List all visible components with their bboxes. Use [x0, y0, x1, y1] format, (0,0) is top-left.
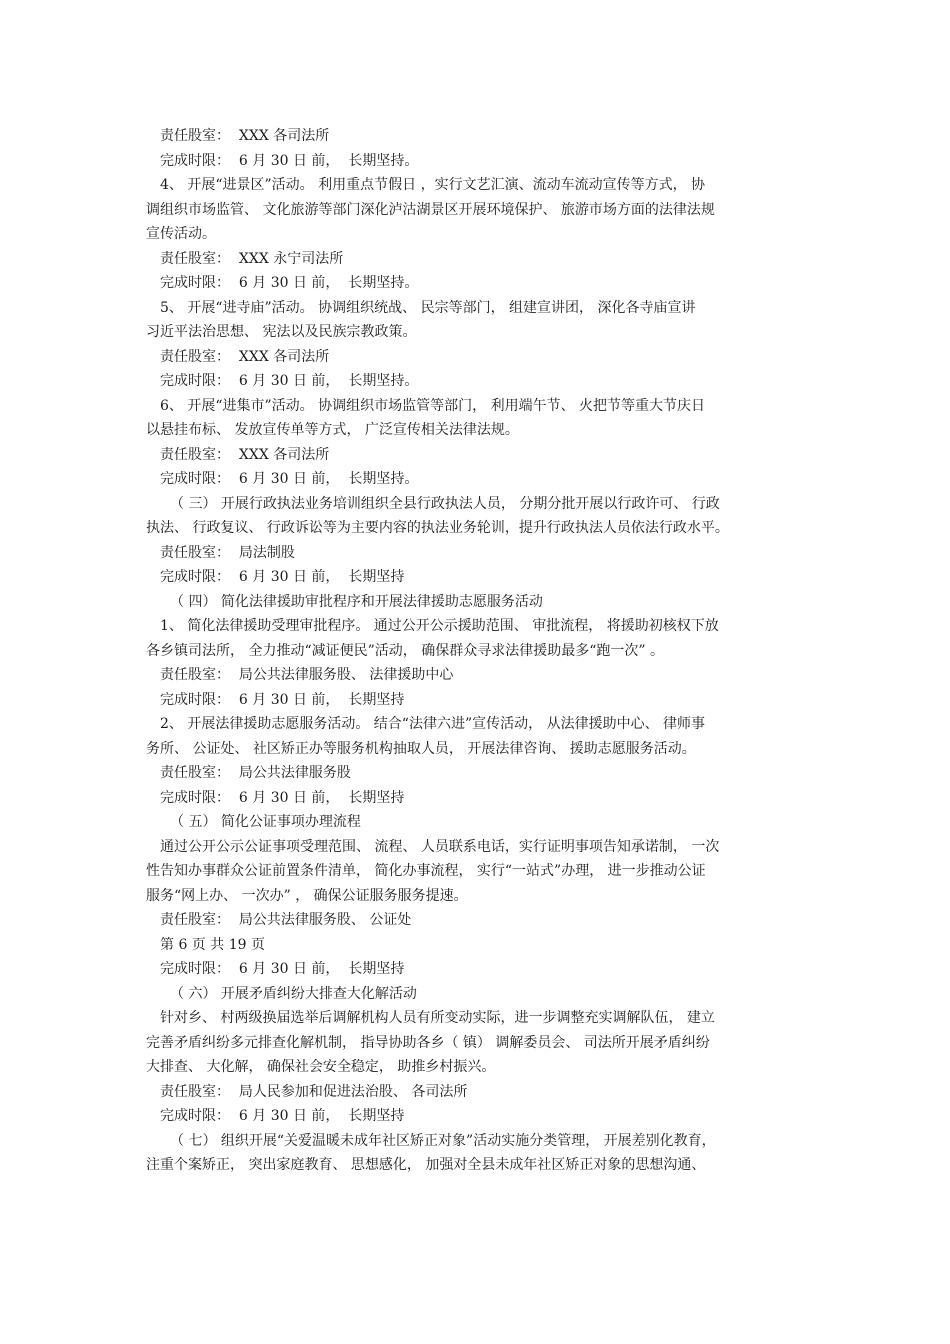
text-line: （ 四） 简化法律援助审批程序和开展法律援助志愿服务活动	[170, 593, 543, 610]
text-line: 责任股室： XXX 各司法所	[160, 128, 330, 144]
text-line: 大排查、 大化解， 确保社会安全稳定， 助推乡村振兴。	[146, 1059, 496, 1075]
text-line: 各乡镇司法所， 全力推动“减证便民”活动， 确保群众寻求法律援助最多“跑一次” 。	[146, 642, 664, 659]
text-line: 责任股室： 局公共法律服务股	[160, 765, 351, 781]
text-line: 完善矛盾纠纷多元排查化解机制， 指导协助各乡（ 镇） 调解委员会、 司法所开展矛盾纠纷	[146, 1034, 710, 1051]
text-line: 完成时限： 6 月 30 日 前， 长期坚持	[160, 789, 405, 806]
text-line: 完成时限： 6 月 30 日 前， 长期坚持。	[160, 275, 419, 291]
text-line: 注重个案矫正， 突出家庭教育、 思想感化， 加强对全县未成年社区矫正对象的思想沟通、	[146, 1157, 706, 1173]
text-line: 责任股室： 局公共法律服务股、 公证处	[160, 912, 412, 928]
text-line: 针对乡、 村两级换届选举后调解机构人员有所变动实际，进一步调整充实调解队伍， 建立	[160, 1010, 715, 1026]
text-line: 性告知办事群众公证前置条件清单， 简化办事流程， 实行“一站式”办理， 进一步推动公证	[146, 863, 706, 879]
text-line: 执法、 行政复议、 行政诉讼等为主要内容的执法业务轮训，提升行政执法人员依法行政水平。	[146, 520, 729, 536]
text-line: 责任股室： XXX 各司法所	[160, 348, 330, 365]
text-line: 责任股室： 局人民参加和促进法治股、 各司法所	[160, 1083, 468, 1100]
text-line: 责任股室： 局公共法律服务股、 法律援助中心	[160, 667, 454, 683]
text-line: 完成时限： 6 月 30 日 前， 长期坚持	[160, 961, 405, 977]
text-line: 完成时限： 6 月 30 日 前， 长期坚持。	[160, 152, 419, 169]
text-line: 6、 开展“进集市”活动。 协调组织市场监管等部门， 利用端午节、 火把节等重大节庆日	[160, 397, 706, 414]
document-body	[146, 124, 812, 1178]
text-line: 责任股室： XXX 各司法所	[160, 446, 330, 463]
text-line: 4、 开展“进景区”活动。 利用重点节假日 ，实行文艺汇演、流动车流动宣传等方式， 协	[160, 177, 706, 193]
text-line: 务所、 公证处、 社区矫正办等服务机构抽取人员， 开展法律咨询、 援助志愿服务活动。	[146, 740, 696, 757]
text-line: （ 五） 简化公证事项办理流程	[170, 814, 361, 830]
text-line: 第 6 页 共 19 页	[160, 936, 265, 953]
text-line: 宣传活动。	[146, 226, 216, 242]
text-line: 完成时限： 6 月 30 日 前， 长期坚持。	[160, 471, 419, 487]
text-line: 调组织市场监管、 文化旅游等部门深化泸沽湖景区开展环境保护、 旅游市场方面的法律法规	[146, 201, 715, 218]
text-line: 完成时限： 6 月 30 日 前， 长期坚持	[160, 569, 405, 585]
text-line: 2、 开展法律援助志愿服务活动。 结合“法律六进”宣传活动， 从法律援助中心、 律师事	[160, 716, 706, 732]
text-line: 服务“网上办、 一次办” ， 确保公证服务服务提速。	[146, 887, 468, 904]
text-line: 完成时限： 6 月 30 日 前， 长期坚持	[160, 691, 405, 708]
text-line: 5、 开展“进寺庙”活动。 协调组织统战、 民宗等部门， 组建宣讲团， 深化各寺庙宣讲	[160, 299, 696, 316]
text-line: 通过公开公示公证事项受理范围、 流程、 人员联系电话，实行证明事项告知承诺制， 一次	[160, 838, 720, 855]
text-line: 完成时限： 6 月 30 日 前， 长期坚持	[160, 1108, 405, 1124]
text-line: 以悬挂布标、 发放宣传单等方式， 广泛宣传相关法律法规。	[146, 422, 519, 438]
text-line: 完成时限： 6 月 30 日 前， 长期坚持。	[160, 373, 419, 389]
text-line: 习近平法治思想、 宪法以及民族宗教政策。	[146, 324, 417, 340]
text-line: （ 七） 组织开展“关爱温暖未成年社区矫正对象”活动实施分类管理， 开展差别化教育，	[170, 1132, 716, 1149]
text-line: 责任股室： 局法制股	[160, 544, 295, 561]
text-line: （ 三） 开展行政执法业务培训组织全县行政执法人员， 分期分批开展以行政许可、 行政	[170, 495, 720, 512]
text-line: 责任股室： XXX 永宁司法所	[160, 250, 344, 267]
text-line: （ 六） 开展矛盾纠纷大排查大化解活动	[170, 985, 417, 1002]
text-line: 1、 简化法律援助受理审批程序。 通过公开公示援助范围、 审批流程， 将援助初核权下放	[160, 618, 719, 634]
